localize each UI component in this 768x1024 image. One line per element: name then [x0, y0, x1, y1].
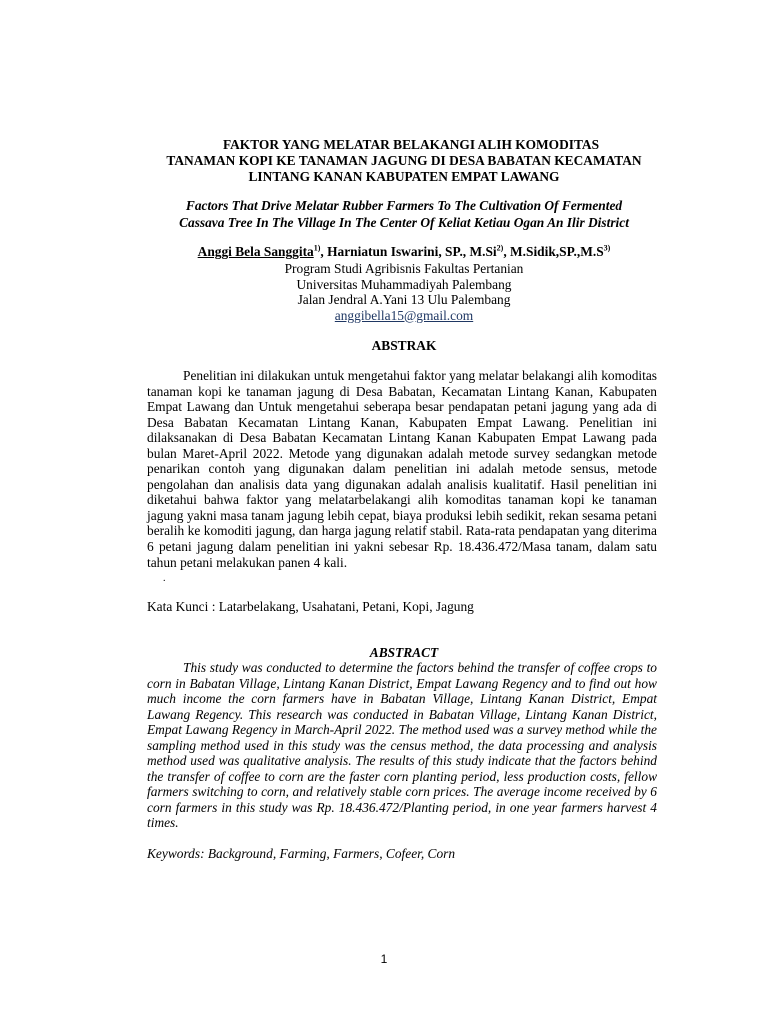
author-separator-2: , [503, 244, 511, 259]
title-line-3: LINTANG KANAN KABUPATEN EMPAT LAWANG [248, 169, 560, 184]
keywords: Keywords: Background, Farming, Farmers, Cofeer, Corn [147, 846, 456, 861]
kata-kunci: Kata Kunci : Latarbelakang, Usahatani, Petani, Kopi, Jagung [147, 599, 474, 614]
subtitle-line-1: Factors That Drive Melatar Rubber Farmers To The Cultivation Of Fermented [185, 198, 623, 213]
author-2-mark: 2) [496, 243, 504, 253]
title-line-2: TANAMAN KOPI KE TANAMAN JAGUNG DI DESA BABATAN KECAMATAN [166, 153, 642, 168]
abstrak-heading: ABSTRAK [371, 338, 437, 353]
abstract-body [147, 660, 657, 831]
author-2: Harniatun Iswarini, SP., M.Si [327, 244, 497, 259]
author-3-mark: 3) [603, 243, 611, 253]
affiliation-line-1: Program Studi Agribisnis Fakultas Pertanian [284, 261, 524, 276]
page-number: 1 [380, 952, 388, 966]
abstract-heading: ABSTRACT [369, 645, 439, 660]
title-line-1: FAKTOR YANG MELATAR BELAKANGI ALIH KOMODITAS [222, 137, 600, 152]
abstrak-body [147, 368, 657, 570]
author-email-link[interactable]: anggibella15@gmail.com [334, 307, 474, 323]
author-separator-1: , [320, 244, 328, 259]
author-3: M.Sidik,SP.,M.S [510, 244, 604, 259]
paper-subtitle-english [140, 197, 668, 231]
author-1: Anggi Bela Sanggita [197, 244, 314, 259]
author-list [140, 244, 668, 260]
affiliation [140, 261, 668, 323]
abstrak-paragraph: Penelitian ini dilakukan untuk mengetahui faktor yang melatar belakangi alih komoditas tanaman kopi ke tanaman jagung di Desa Babatan, Kecamatan Lintang Kanan, Kabupaten Empat Lawang dan Untuk mengetahui seberapa besar pendapatan petani jagung yang ada di Desa Babatan Kecamatan Lintang Kanan, Kabupaten Empat Lawang. Penelitian ini dilaksanakan di Desa Babatan Kecamatan Lintang Kanan Kabupaten Empat Lawang pada bulan Maret-April 2022. Metode yang digunakan adalah metode survey sedangkan metode penarikan contoh yang digunakan dalam penelitian ini adalah metode sensus, metode pengolahan dan analisis data yang digunakan adalah analisis kualitatif. Hasil penelitian ini diketahui bahwa faktor yang melatarbelakangi alih komoditas tanaman kopi ke tanaman jagung yakni masa tanam jagung lebih cepat, biaya produksi lebih sedikit, rekan sesama petani beralih ke komoditi jagung, dan harga jagung relatif stabil. Rata-rata pendapatan yang diterima 6 petani jagung dalam penelitian ini yakni sebesar Rp. 18.436.472/Masa tanam, dalam satu tahun petani melakukan panen 4 kali. [147, 368, 657, 570]
abstract-paragraph: This study was conducted to determine the factors behind the transfer of coffee crops to corn in Babatan Village, Lintang Kanan District, Empat Lawang Regency and to find out how much income the corn farmers have in Babatan Village, Lintang Kanan District, Empat Lawang Regency. This research was conducted in Babatan Village, Lintang Kanan District, Empat Lawang Regency in March-April 2022. The method used was a survey method while the sampling method used in this study was the census method, the data processing and analysis method used was qualitative analysis. The results of this study indicate that the factors behind the transfer of coffee to corn are the faster corn planting period, less production costs, fellow farmers switching to corn, and relatively stable corn prices. The average income received by 6 corn farmers in this study was Rp. 18.436.472/Planting period, in one year farmers harvest 4 times. [147, 660, 657, 830]
subtitle-line-2: Cassava Tree In The Village In The Center Of Keliat Ketiau Ogan An Ilir District [179, 215, 629, 230]
affiliation-line-2: Universitas Muhammadiyah Palembang [296, 276, 512, 292]
stray-dot: . [163, 573, 166, 584]
paper-title [140, 137, 668, 185]
author-1-mark: 1) [313, 243, 321, 253]
affiliation-line-3: Jalan Jendral A.Yani 13 Ulu Palembang [297, 292, 511, 307]
